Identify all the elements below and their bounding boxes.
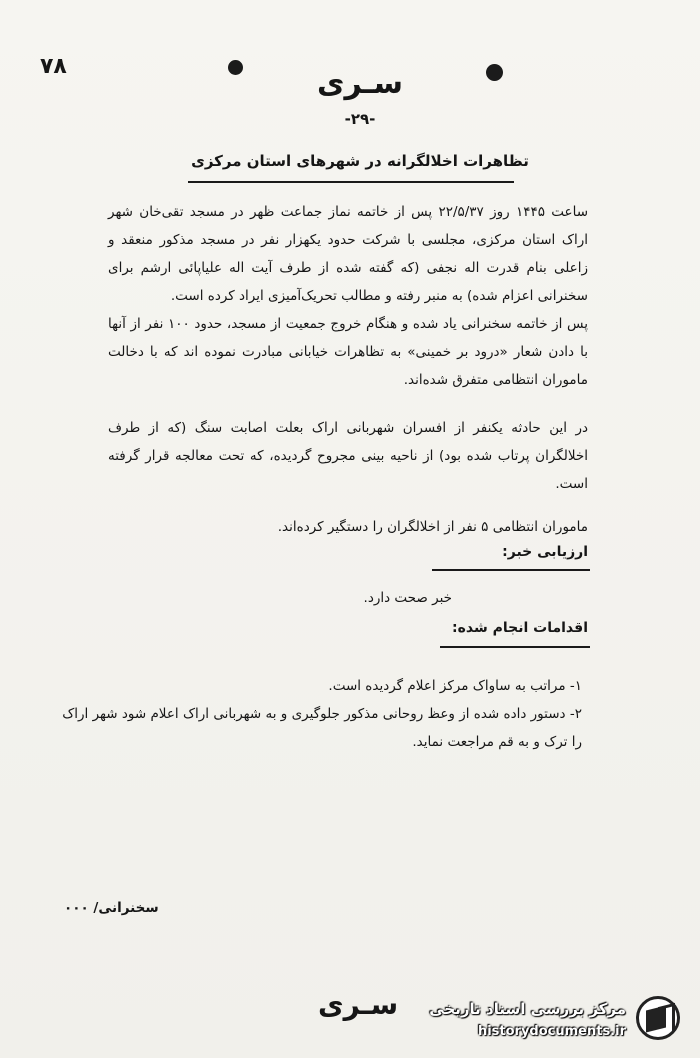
page-number: ۷۸ — [40, 54, 67, 79]
action-item-1: ۱- مراتب به ساواک مرکز اعلام گردیده است. — [328, 678, 582, 694]
watermark-url: historydocuments.ir — [477, 1024, 626, 1039]
watermark — [416, 994, 686, 1050]
classification-top: سـری — [317, 66, 403, 101]
document-subject: تظاهرات اخلالگرانه در شهرهای استان مرکزی — [191, 152, 529, 170]
footer-code: سخنرانی/ ۰۰۰ — [64, 900, 159, 916]
body-paragraph-3: در این حادثه یکنفر از افسران شهربانی اراک بعلت اصابت سنگ (که از طرف اخلالگران پرتاب شده بود) از ناحیه بینی مجروح گردیده، که تحت معالجه قرار گرفته است. — [108, 420, 588, 492]
actions-heading: اقدامات انجام شده: — [452, 620, 588, 636]
assessment-heading: ارزیابی خبر: — [502, 544, 588, 560]
watermark-title: مرکز بررسی اسناد تاریخی — [429, 1000, 626, 1018]
body-paragraph-2: پس از خاتمه سخنرانی یاد شده و هنگام خروج جمعیت از مسجد، حدود ۱۰۰ نفر از آنها با دادن شعار «درود بر خمینی» به تظاهرات خیابانی مبادرت نموده اند که با دخالت ماموران انتظامی متفرق شده‌اند. — [108, 316, 588, 388]
classification-bottom: سـری — [318, 988, 399, 1021]
actions-underline — [440, 646, 590, 648]
action-item-2: ۲- دستور داده شده از وعظ روحانی مذکور جلوگیری و به شهربانی اراک اعلام شود شهر اراک را ترک و به قم مراجعت نماید. — [62, 706, 582, 750]
assessment-value: خبر صحت دارد. — [363, 590, 452, 606]
body-paragraph-4: ماموران انتظامی ۵ نفر از اخلالگران را دستگیر کرده‌اند. — [277, 519, 588, 535]
subject-underline — [188, 181, 514, 183]
archive-logo-icon — [636, 996, 680, 1040]
document-code: -۲۹- — [344, 110, 376, 128]
ink-blot-left — [228, 60, 243, 75]
assessment-underline — [432, 569, 590, 571]
body-paragraph-1: ساعت ۱۴۴۵ روز ۲۲/۵/۳۷ پس از خاتمه نماز جماعت ظهر در مسجد تقی‌خان شهر اراک استان مرکزی، مجلسی با شرکت حدود یکهزار نفر در مسجد مذکور منعقد و زاعلی بنام قدرت اله نجفی (که گفته شده از طرف آیت اله علیاپائی ارشم برای سخنرانی اعزام شده) به منبر رفته و مطالب تحریک‌آمیزی ایراد کرده است. — [108, 204, 588, 304]
ink-blot-right — [486, 64, 503, 81]
